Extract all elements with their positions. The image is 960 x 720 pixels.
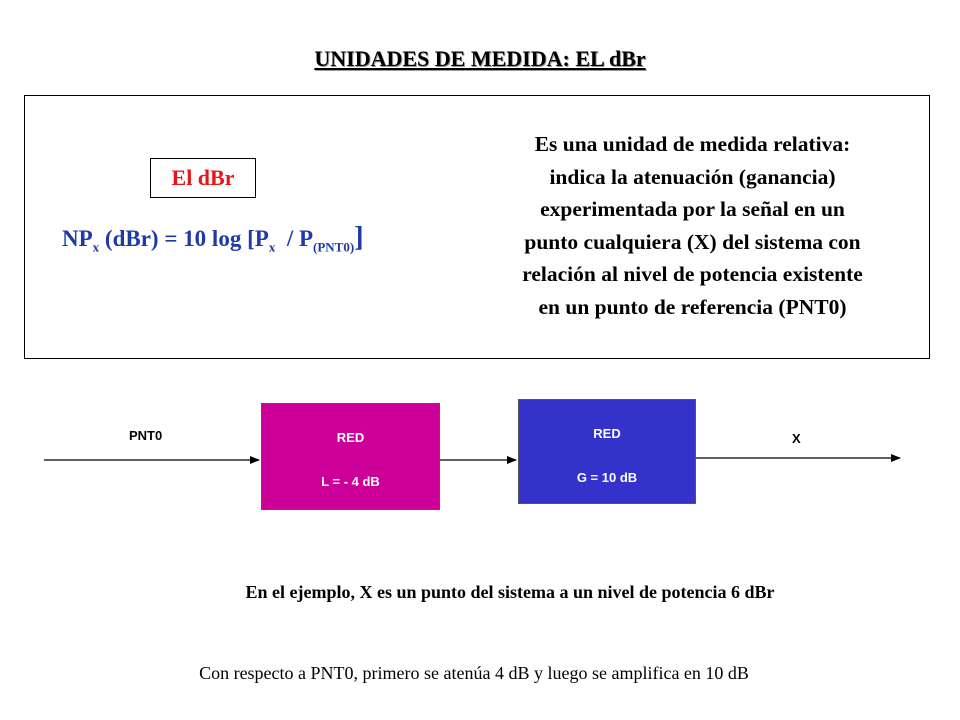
network-title: RED — [593, 426, 621, 441]
description-line: Es una unidad de medida relativa: — [534, 132, 851, 156]
formula-lhs: NP — [62, 226, 93, 251]
dbr-label: El dBr — [171, 165, 235, 190]
formula-p1: P — [254, 226, 269, 251]
formula-close-bracket: ] — [354, 222, 364, 253]
formula-p2-sub: (PNT0) — [313, 239, 355, 255]
network-loss-value: L = - 4 dB — [321, 474, 380, 489]
description-line: experimentada por la señal en un — [540, 197, 845, 222]
network-gain-value: G = 10 dB — [576, 470, 638, 485]
footer-text: Con respecto a PNT0, primero se atenúa 4 dB y luego se amplifica en 10 dB — [199, 663, 749, 683]
formula-open-bracket: [ — [247, 226, 255, 251]
formula-slash: / P — [275, 226, 314, 251]
formula-lhs-rest: (dBr) = 10 log — [99, 226, 248, 251]
description-line: indica la atenuación (ganancia) — [549, 164, 836, 189]
input-label: PNT0 — [129, 428, 163, 443]
description-line: en un punto de referencia (PNT0) — [538, 294, 847, 319]
amplifier-network-block — [518, 399, 696, 504]
formula-lhs-sub: x — [92, 239, 100, 255]
description-line: punto cualquiera (X) del sistema con — [524, 229, 861, 254]
formula-p1-sub: x — [268, 239, 276, 255]
network-title: RED — [336, 430, 365, 445]
slide-title-text: UNIDADES DE MEDIDA: EL dBr — [314, 46, 646, 71]
output-label: X — [792, 431, 801, 446]
description-line: relación al nivel de potencia existente — [522, 262, 863, 287]
attenuator-network-block — [261, 403, 440, 510]
example-text: En el ejemplo, X es un punto del sistema a un nivel de potencia 6 dBr — [245, 582, 775, 602]
